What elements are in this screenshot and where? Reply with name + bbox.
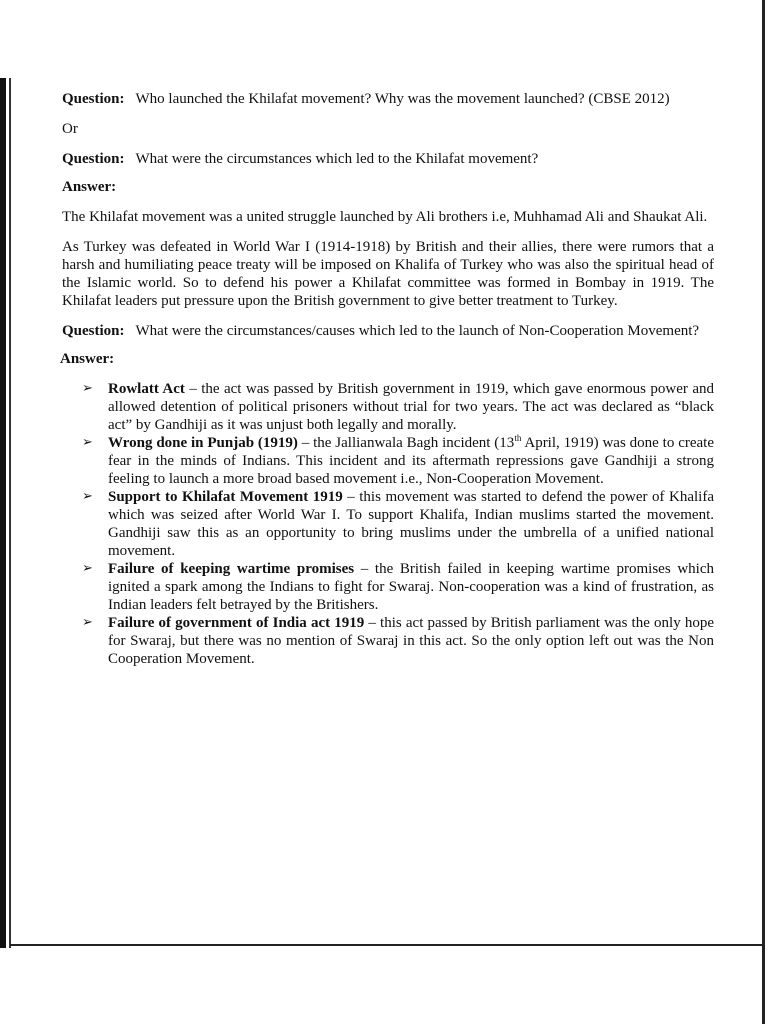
scan-border-right: [762, 0, 765, 1024]
point-text: April, 1919) was done to create fear in the minds of Indians. This incident and its aftermath repressions gave Gandhiji a strong feeling to launch a more broad based movement i.e., Non-Cooperation Movement.: [108, 435, 714, 487]
answer-paragraph: As Turkey was defeated in World War I (1914-1918) by British and their allies, there were rumors that a harsh and humiliating peace treaty will be imposed on Khalifa of Turkey who was also the spiritual head of the Islamic world. So to defend his power a Khilafat committee was formed in Bombay in 1919. The Khilafat leaders put pressure upon the British government to give better treatment to Turkey.: [62, 239, 714, 309]
point-text: – the Jallianwala Bagh incident (13: [297, 435, 515, 451]
question-3: [62, 322, 714, 340]
document-body: [62, 90, 714, 668]
arrow-bullet-icon: ➢: [82, 435, 93, 450]
scan-border-left-inner: [9, 78, 11, 948]
question-label: Question:: [62, 151, 125, 167]
list-item: [62, 380, 714, 434]
answer-label: Answer:: [62, 179, 117, 195]
question-2: [62, 150, 714, 168]
superscript: th: [514, 433, 522, 443]
point-term: Failure of government of India act 1919: [108, 615, 365, 631]
answer-label: Answer:: [60, 351, 115, 367]
arrow-bullet-icon: ➢: [82, 561, 93, 576]
arrow-bullet-icon: ➢: [82, 615, 93, 630]
question-1: [62, 90, 714, 108]
or-separator: Or: [62, 121, 78, 137]
question-label: Question:: [62, 323, 125, 339]
question-text: What were the circumstances/causes which led to the launch of Non-Cooperation Movement?: [135, 323, 700, 339]
arrow-bullet-icon: ➢: [82, 381, 93, 396]
point-term: Support to Khilafat Movement 1919: [108, 489, 343, 505]
point-term: Wrong done in Punjab (1919): [108, 435, 298, 451]
question-text: What were the circumstances which led to the Khilafat movement?: [135, 151, 539, 167]
point-text: – this act passed by British parliament was the only hope for Swaraj, but there was no mention of Swaraj in this act. So the only option left out was the Non Cooperation Movement.: [108, 615, 714, 667]
point-text: – the British failed in keeping wartime promises which ignited a spark among the Indians to fight for Swaraj. Non-cooperation was a kind of frustration, as Indian leaders felt betrayed by the Britishers.: [108, 561, 714, 613]
point-text: – this movement was started to defend the power of Khalifa which was seized after World War I. To support Khalifa, Indian muslims started the movement. Gandhiji saw this as an opportunity to bring muslims under the umbrella of a unified national movement.: [108, 489, 714, 559]
causes-list: [62, 380, 714, 668]
scan-border-bottom: [10, 944, 765, 946]
question-text: Who launched the Khilafat movement? Why was the movement launched? (CBSE 2012): [135, 91, 670, 107]
answer-paragraph: The Khilafat movement was a united struggle launched by Ali brothers i.e, Muhhamad Ali and Shaukat Ali.: [62, 209, 708, 225]
point-term: Failure of keeping wartime promises: [108, 561, 355, 577]
point-text: – the act was passed by British government in 1919, which gave enormous power and allowed detention of political prisoners without trial for two years. The act was declared as “black act” by Gandhiji as it was unjust both legally and morally.: [108, 381, 714, 433]
list-item: [62, 560, 714, 614]
list-item: [62, 614, 714, 668]
scan-border-left: [0, 78, 6, 948]
list-item: [62, 488, 714, 560]
list-item: [62, 434, 714, 488]
point-term: Rowlatt Act: [108, 381, 185, 397]
arrow-bullet-icon: ➢: [82, 489, 93, 504]
question-label: Question:: [62, 91, 125, 107]
